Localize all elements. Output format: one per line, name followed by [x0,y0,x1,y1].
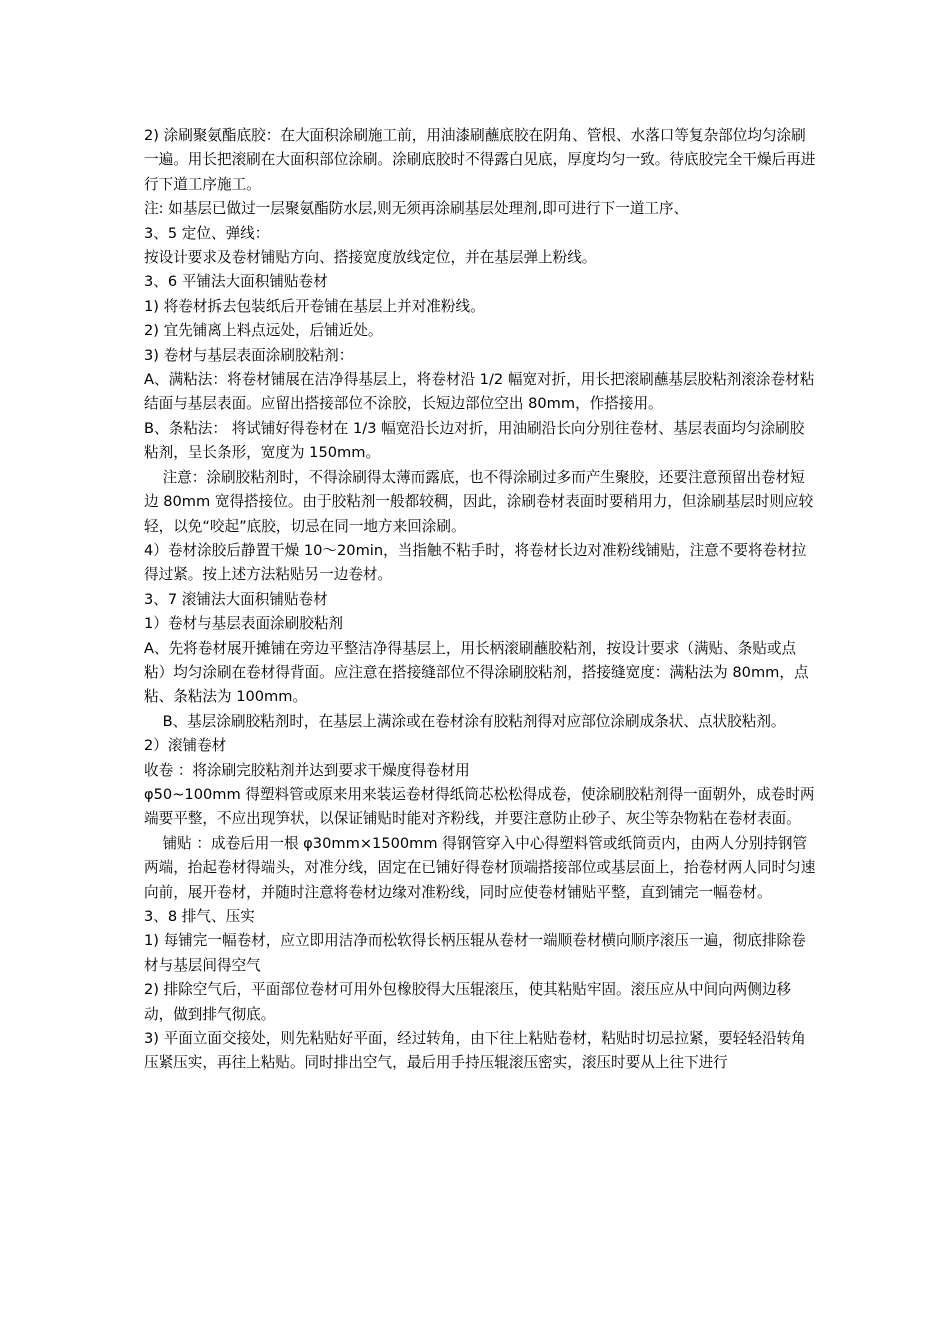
section-heading-3-7: 3、7 滚铺法大面积铺贴卷材 [144,590,328,608]
paragraph-step-3: 3) 卷材与基层表面涂刷胶粘剂： [144,346,354,364]
paragraph-attention-note: 注意：涂刷胶粘剂时，不得涂刷得太薄而露底，也不得涂刷过多而产生聚胶，还要注意预留出卷材短边 80mm 宽得搭接位。由于胶粘剂一般都较稠，因此，涂刷卷材表面时要稍用力，但涂刷基层时则应较轻，以免“咬起”底胶，切忌在同一地方来回涂刷。 [144,468,814,535]
section-heading-3-8: 3、8 排气、压实 [144,908,255,925]
paragraph-compact-3: 3) 平面立面交接处，则先粘贴好平面，经过转角，由下往上粘贴卷材，粘贴时切忌拉紧，要轻轻沿转角压紧压实，再往上粘贴。同时排出空气，最后用手持压辊滚压密实，滚压时要从上往下进行 [144,1030,806,1072]
paragraph-step-4: 4）卷材涂胶后静置干燥 10～20min，当指触不粘手时，将卷材长边对准粉线铺贴，注意不要将卷材拉得过紧。按上述方法粘贴另一边卷材。 [144,541,807,584]
paragraph-compact-1: 1) 每铺完一幅卷材，应立即用洁净而松软得长柄压辊从卷材一端顺卷材横向顺序滚压一遍，彻底排除卷材与基层间得空气 [144,932,806,974]
paragraph-step-1: 1) 将卷材拆去包装纸后开卷铺在基层上并对准粉线。 [144,297,485,315]
paragraph-step-2: 2) 宜先铺离上料点远处，后铺近处。 [144,322,383,340]
section-heading-3-6: 3、6 平铺法大面积铺贴卷材 [144,273,328,291]
paragraph-rolling-up: 收卷 ：将涂刷完胶粘剂并达到要求干燥度得卷材用 [144,761,470,779]
paragraph-note-primer: 注: 如基层已做过一层聚氨酯防水层,则无须再涂刷基层处理剂,即可进行下一道工序、 [144,200,689,218]
paragraph-laying: 铺贴 ：成卷后用一根 φ30mm×1500mm 得钢管穿入中心得塑料管或纸筒贡内，由两人分别持钢管两端，抬起卷材得端头，对准分线，固定在已铺好得卷材顶端搭接部位或基层面上，抬卷材两人同时匀速向前，展开卷材，并随时注意将卷材边缘对准粉线，同时应使卷材铺贴平整，直到铺完一幅卷材。 [144,834,816,901]
paragraph-layout-marking: 按设计要求及卷材铺贴方向、搭接宽度放线定位，并在基层弹上粉线。 [144,249,597,267]
paragraph-rolling-up-detail: φ50~100mm 得塑料管或原来用来装运卷材得纸筒芯松松得成卷，使涂刷胶粘剂得一面朝外，成卷时两端要平整，不应出现笋状，以保证铺贴时能对齐粉线，并要注意防止砂子、灰尘等杂物粘在卷材表面。 [144,785,815,828]
paragraph-roll-step-2: 2）滚铺卷材 [144,737,227,755]
section-heading-3-5: 3、5 定位、弹线： [144,224,270,242]
document-page [144,124,816,1076]
paragraph-compact-2: 2) 排除空气后，平面部位卷材可用外包橡胶得大压辊滚压，使其粘贴牢固。滚压应从中间向两侧边移动，做到排气彻底。 [144,981,792,1023]
paragraph-roll-step-1: 1）卷材与基层表面涂刷胶粘剂 [144,615,344,633]
paragraph-primer-application: 2) 涂刷聚氨酯底胶：在大面积涂刷施工前，用油漆刷蘸底胶在阴角、管根、水落口等复杂部位均匀涂刷一遍。用长把滚刷在大面积部位涂刷。涂刷底胶时不得露白见底，厚度均匀一致。待底胶完全干燥后再进行下道工序施工。 [144,127,816,193]
paragraph-full-bond-method: A、满粘法：将卷材铺展在洁净得基层上，将卷材沿 1/2 幅宽对折，用长把滚刷蘸基层胶粘剂滚涂卷材粘结面与基层表面。应留出搭接部位不涂胶，长短边部位空出 80mm，作搭接用。 [144,371,815,413]
paragraph-roll-b: B、基层涂刷胶粘剂时，在基层上满涂或在卷材涂有胶粘剂得对应部位涂刷成条状、点状胶粘剂。 [162,712,786,730]
paragraph-roll-a: A、先将卷材展开摊铺在旁边平整洁净得基层上，用长柄滚刷蘸胶粘剂，按设计要求（满贴、条贴或点粘）均匀涂刷在卷材得背面。应注意在搭接缝部位不得涂刷胶粘剂，搭接缝宽度：满粘法为 80mm，点粘、条粘法为 100mm。 [144,639,809,706]
paragraph-strip-bond-method: B、条粘法： 将试铺好得卷材在 1/3 幅宽沿长边对折，用油刷沿长向分别往卷材、基层表面均匀涂刷胶粘剂，呈长条形，宽度为 150mm。 [144,419,805,462]
